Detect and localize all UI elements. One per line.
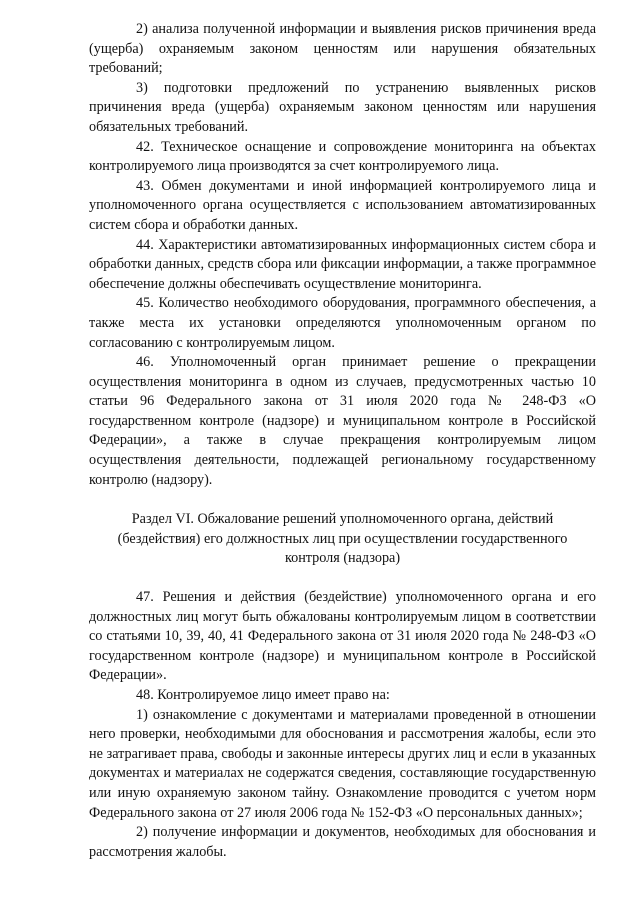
paragraph-44: 44. Характеристики автоматизированных информационных систем сбора и обработки данных, средств сбора или фиксации информации, а также программное обеспечение должны обеспечивать осуществление мониторинга. — [89, 236, 596, 292]
paragraph-48: 48. Контролируемое лицо имеет право на: — [136, 687, 390, 703]
paragraph-46: 46. Уполномоченный орган принимает решение о прекращении осуществления мониторинга в одном из случаев, предусмотренных частью 10 статьи 96 Федерального закона от 31 июля 2020 года № 248-ФЗ «О государственном контроле (надзоре) и муниципальном контроле в Российской Федерации», а также в случае прекращения контролируемым лицом осуществления деятельности, подлежащей региональному государственному контролю (надзору). — [89, 354, 596, 488]
paragraph-42: 42. Техническое оснащение и сопровождение мониторинга на объектах контролируемого лица производятся за счет контролируемого лица. — [89, 138, 596, 175]
spacer — [89, 490, 596, 510]
paragraph-item-3: 3) подготовки предложений по устранению выявленных рисков причинения вреда (ущерба) охраняемым законом ценностям или нарушения обязательных требований. — [89, 79, 596, 135]
document-page — [89, 20, 596, 862]
paragraph-48-item-2: 2) получение информации и документов, необходимых для обоснования и рассмотрения жалобы. — [89, 824, 596, 860]
paragraph-48-item-1: 1) ознакомление с документами и материалами проведенной в отношении него проверки, необходимыми для обоснования и рассмотрения жалобы, если это не затрагивает права, свободы и законные интересы других лиц и если в указанных документах и материалах не содержатся сведения, составляющие государственную или иную охраняемую законом тайну. Ознакомление проводится с учетом норм Федерального закона от 27 июля 2006 года № 152-ФЗ «О персональных данных»; — [89, 706, 596, 821]
paragraph-47: 47. Решения и действия (бездействие) уполномоченного органа и его должностных лиц могут быть обжалованы контролируемым лицом в соответствии со статьями 10, 39, 40, 41 Федерального закона от 31 июля 2020 года № 248-ФЗ «О государственном контроле (надзоре) и муниципальном контроле в Российской Федерации». — [89, 589, 596, 684]
spacer — [89, 569, 596, 588]
paragraph-item-2: 2) анализа полученной информации и выявления рисков причинения вреда (ущерба) охраняемым законом ценностям или нарушения обязательных требований; — [89, 21, 596, 77]
paragraph-43: 43. Обмен документами и иной информацией контролируемого лица и уполномоченного органа осуществляется с использованием автоматизированных систем сбора и обработки данных. — [89, 177, 596, 233]
paragraph-45: 45. Количество необходимого оборудования, программного обеспечения, а также места их установки определяются уполномоченным органом по согласованию с контролируемым лицом. — [89, 295, 596, 351]
section-title: Раздел VI. Обжалование решений уполномоченного органа, действий (бездействия) его должностных лиц при осуществлении государственного контроля (надзора) — [117, 511, 568, 567]
